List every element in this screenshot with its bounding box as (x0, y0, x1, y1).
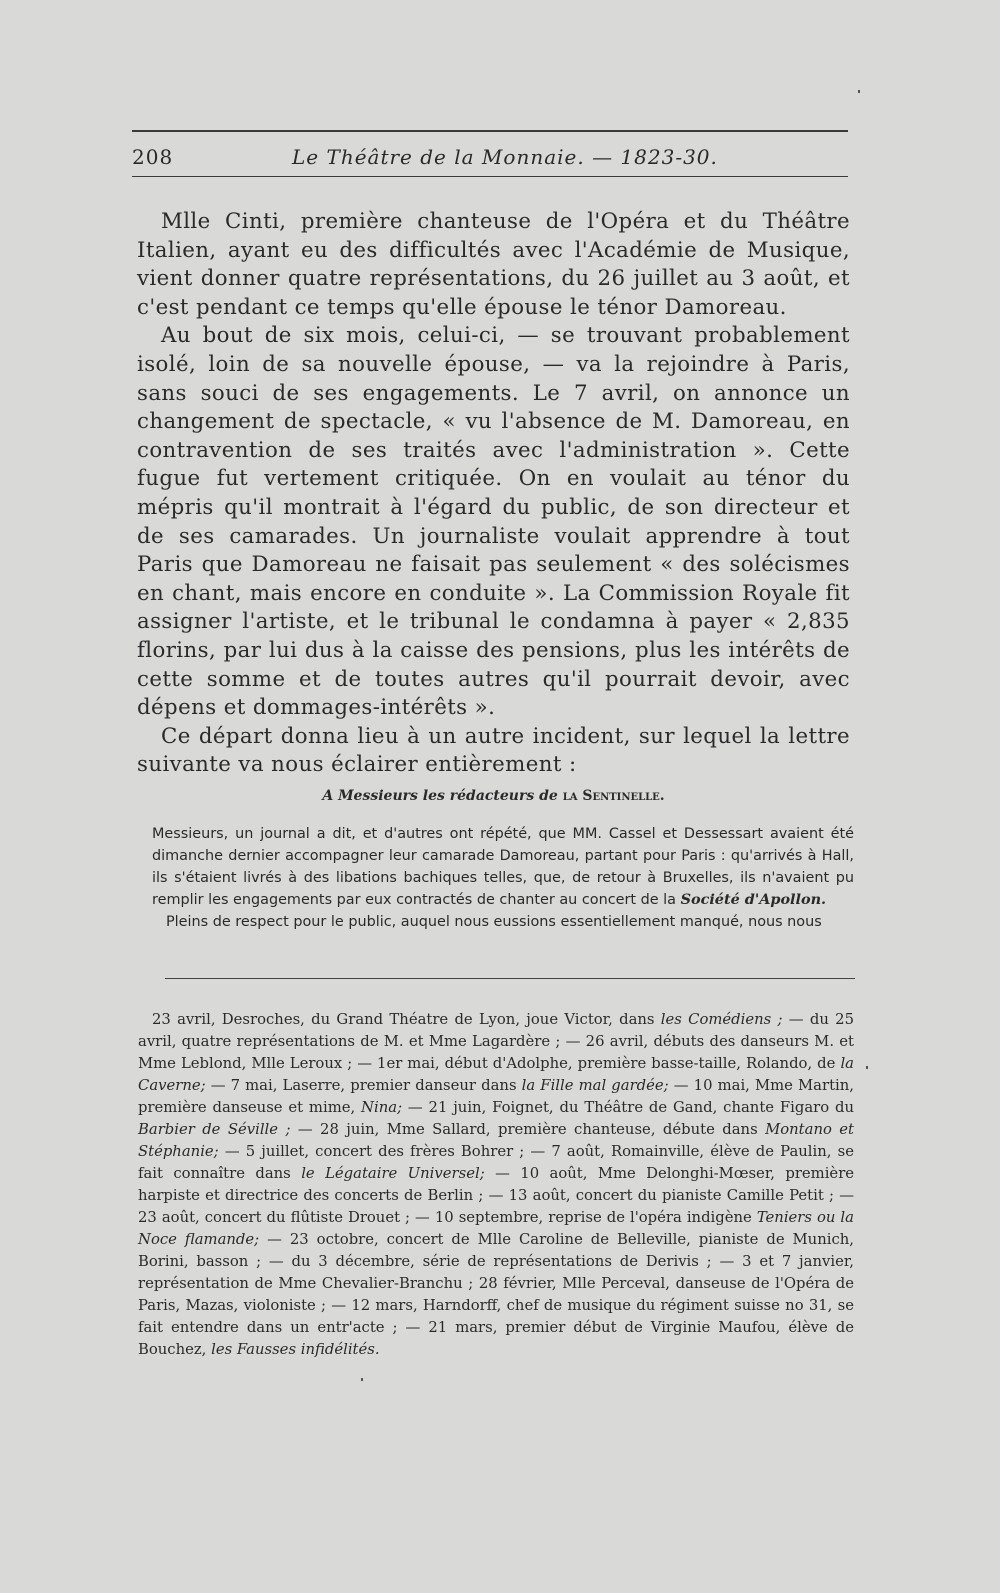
note-title: Montano et Stéphanie; (138, 1121, 854, 1160)
header-top-rule (132, 130, 848, 132)
running-title: Le Théâtre de la Monnaie. — 1823-30. (292, 145, 718, 169)
paragraph-cinti: Mlle Cinti, première chanteuse de l'Opéra et du Théâtre Italien, ayant eu des difficultés avec l'Académie de Musique, vient donner quatre représentations, du 26 juillet au 3 août, et c'est pendant ce temps qu'elle épouse le ténor Damoreau. (137, 209, 850, 320)
note-text: — 10 août, Mme Delonghi-Mœser, première harpiste et directrice des concerts de Berlin ; — 13 août, concert du pianiste Camille Petit ; — 23 août, concert du flûtiste Drouet ; — 10 septembre, reprise de l'opéra indigène (138, 1165, 855, 1226)
paper-speck (858, 90, 860, 93)
paragraph-damoreau: Au bout de six mois, celui-ci, — se trouvant probablement isolé, loin de sa nouvelle épouse, — va la rejoindre à Paris, sans souci de ses engagements. Le 7 avril, on annonce un changement de spectacle, « vu l'absence de M. Damoreau, en contravention de ses traités avec l'administration ». Cette fugue fut vertement critiquée. On en voulait au ténor du mépris qu'il montrait à l'égard du public, de son directeur et de ses camarades. Un journaliste voulait apprendre à tout Paris que Damoreau ne faisait pas seulement « des solécismes en chant, mais encore en conduite ». La Commission Royale fit assigner l'artiste, et le tribunal le condamna à payer « 2,835 florins, par lui dus à la caisse des pensions, plus les intérêts de cette somme et de toutes autres qu'il pourrait devoir, avec dépens et dommages-intérêts ». (137, 323, 850, 721)
note-title: la Caverne; (138, 1055, 854, 1094)
note-title: Barbier de Séville ; (138, 1121, 291, 1138)
footnote-rule-left (165, 978, 525, 979)
note-text: — 5 juillet, concert des frères Bohrer ; — 7 août, Romainville, élève de Paulin, se fait connaître dans (138, 1143, 854, 1182)
footnote-chronology (138, 1009, 854, 1361)
note-title: les Comédiens ; (660, 1011, 783, 1028)
page-number: 208 (132, 145, 174, 169)
note-title: la Fille mal gardée; (521, 1077, 669, 1094)
letter-heading-italic: A Messieurs les rédacteurs de (322, 788, 558, 804)
note-text: — 21 juin, Foignet, du Théâtre de Gand, chante Figaro du (402, 1099, 854, 1116)
note-text: — du 25 avril, quatre représentations de M. et Mme Lagardère ; — 26 avril, débuts des danseurs M. et Mme Leblond, Mlle Leroux ; — 1er mai, début d'Adolphe, première basse-taille, Rolando, de (138, 1011, 854, 1072)
letter-heading-caps: la Sentinelle. (562, 788, 665, 804)
note-title: Teniers ou la Noce flamande; (138, 1209, 854, 1248)
letter-paragraph-1 (152, 823, 854, 911)
note-text: — 28 juin, Mme Sallard, première chanteuse, débute dans (290, 1121, 766, 1138)
note-title: le Légataire Universel; (301, 1165, 485, 1182)
note-text: — 7 mai, Laserre, premier danseur dans (205, 1077, 522, 1094)
letter-p1-text: Messieurs, un journal a dit, et d'autres ont répété, que MM. Cassel et Dessessart avaient été dimanche dernier accompagner leur camarade Damoreau, partant pour Paris : qu'arrivés à Hall, ils s'étaient livrés à des libations bachiques telles, que, de retour à Bruxelles, ils n'avaient pu remplir les engagements par eux contractés de chanter au concert de la (152, 826, 854, 908)
note-title: Nina; (361, 1099, 403, 1116)
note-text: — 10 mai, Mme Martin, première danseuse et mime, (138, 1077, 854, 1116)
letter-paragraph-2: Pleins de respect pour le public, auquel nous eussions essentiellement manqué, nous nous (166, 914, 822, 930)
quoted-letter (152, 823, 854, 933)
letter-heading (137, 788, 850, 804)
letter-p1-society: Société d'Apollon. (680, 891, 827, 908)
header-bottom-rule (132, 176, 848, 177)
footnote-rule-right (525, 978, 855, 979)
paper-speck (361, 1378, 363, 1381)
note-text: 23 avril, Desroches, du Grand Théatre de Lyon, joue Victor, dans (152, 1011, 661, 1028)
paper-speck (866, 1066, 868, 1069)
main-text (137, 208, 850, 780)
footnote-paragraph (138, 1009, 854, 1361)
note-text: — 23 octobre, concert de Mlle Caroline de Belleville, pianiste de Munich, Borini, basson ; — du 3 décembre, série de représentations de Derivis ; — 3 et 7 janvier, représentation de Mme Chevalier-Branchu ; 28 février, Mlle Perceval, danseuse de l'Opéra de Paris, Mazas, violoniste ; — 12 mars, Harndorff, chef de musique du régiment suisse no 31, se fait entendre dans un entr'acte ; — 21 mars, premier début de Virginie Maufou, élève de Bouchez, (138, 1231, 854, 1358)
note-title: les Fausses infidélités. (211, 1341, 380, 1358)
paragraph-incident: Ce départ donna lieu à un autre incident, sur lequel la lettre suivante va nous éclairer entièrement : (137, 723, 850, 778)
